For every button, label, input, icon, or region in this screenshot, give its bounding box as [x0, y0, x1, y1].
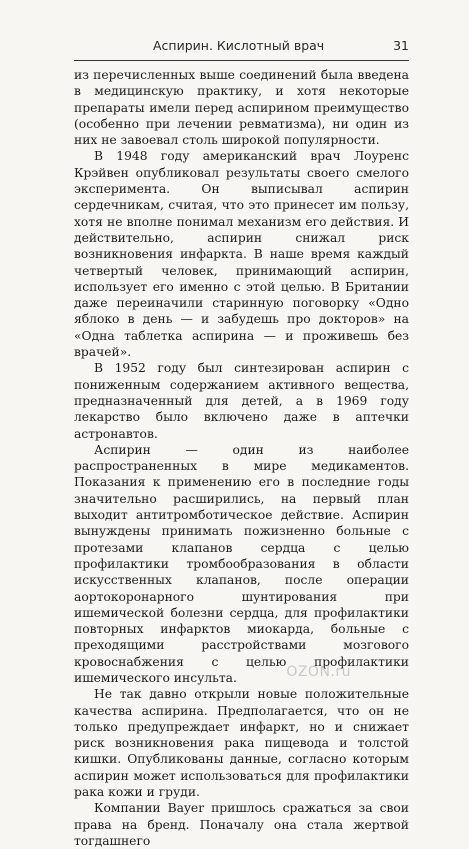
body-text — [74, 67, 409, 849]
paragraph: из перечисленных выше соединений была введена в медицинскую практику, и хотя некоторые препараты имели перед аспирином преимущество (особенно при лечении ревматизма), ни один из них не завоевал столь широкой популярности. — [74, 68, 409, 148]
running-title: Аспирин. Кислотный врач — [153, 38, 325, 53]
paragraph: Компании Bayer пришлось сражаться за свои права на бренд. Поначалу она стала жертвой тогдашнего — [74, 801, 409, 848]
watermark: OZON.ru — [286, 664, 351, 680]
paragraph: Не так давно открыли новые положительные качества аспирина. Предполагается, что он не только предупреждает инфаркт, но и снижает риск возникновения рака пищевода и толстой кишки. Опубликованы данные, согласно которым аспирин может использоваться для профилактики рака кожи и груди. — [74, 687, 409, 800]
paragraph: В 1952 году был синтезирован аспирин с пониженным содержанием активного вещества, предназначенный для детей, а в 1969 году лекарство было включено даже в аптечки астронавтов. — [74, 361, 409, 441]
page-header — [74, 34, 409, 61]
paragraph: Аспирин — один из наиболее распространенных в мире медикаментов. Показания к применению его в последние годы значительно расширились, на первый план выходит антитромботическое действие. Аспирин вынуждены принимать пожизненно больные с протезами клапанов сердца с целью профилактики тромбообразования в области искусственных клапанов, после операции аортокоронарного шунтирования при ишемической болезни сердца, для профилактики повторных инфарктов миокарда, больные с преходящими расстройствами мозгового кровоснабжения с целью профилактики ишемического инсульта. — [74, 442, 409, 685]
paragraph: В 1948 году американский врач Лоуренс Крэйвен опубликовал результаты своего смелого эксперимента. Он выписывал аспирин сердечникам, считая, что это принесет им пользу, хотя не вполне понимал механизм его действия. И действительно, аспирин снижал риск возникновения инфаркта. В наше время каждый четвертый человек, принимающий аспирин, использует его именно с этой целью. В Британии даже переиначили старинную поговорку «Одно яблоко в день — и забудешь про докторов» на «Одна таблетка аспирина — и проживешь без врачей». — [74, 149, 409, 360]
page-number: 31 — [393, 38, 409, 53]
